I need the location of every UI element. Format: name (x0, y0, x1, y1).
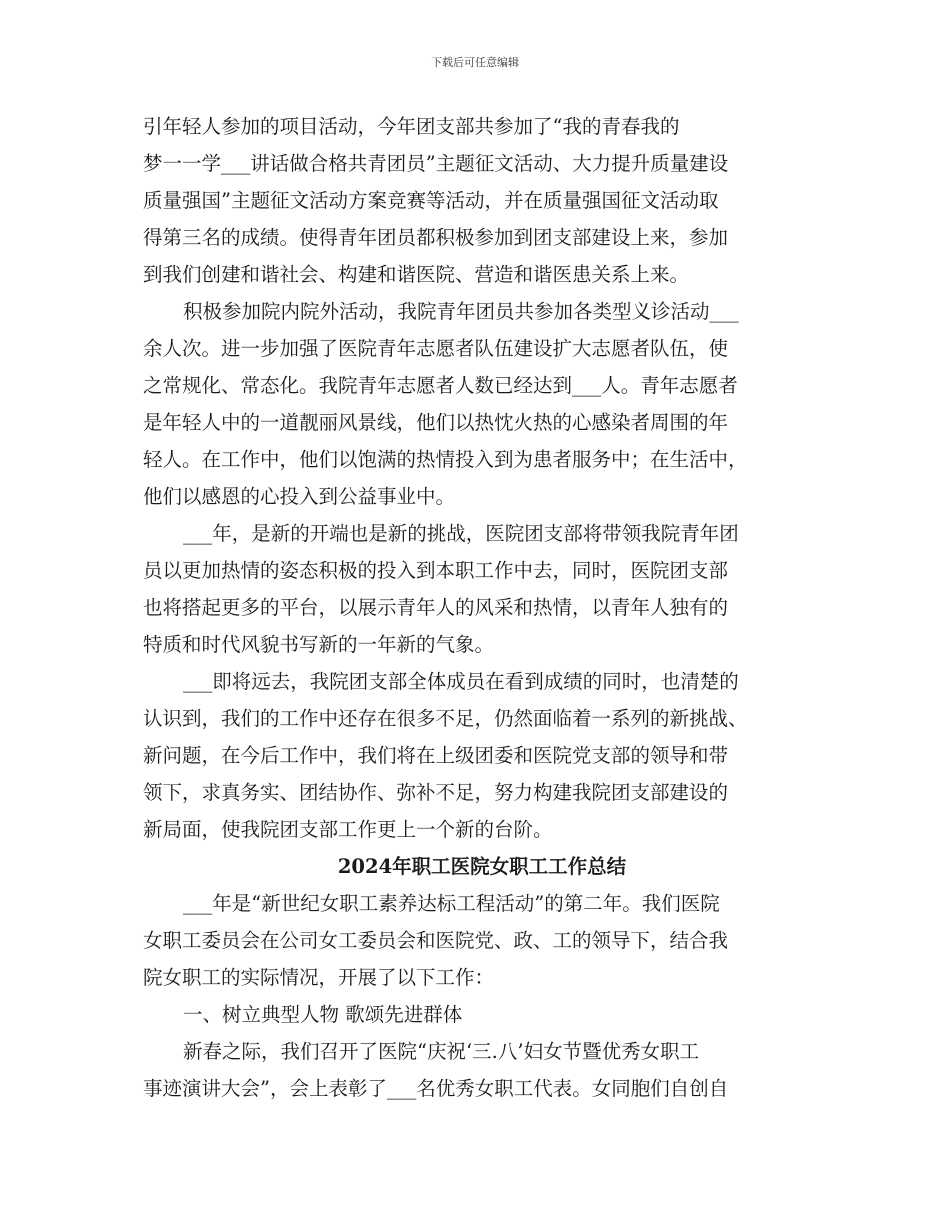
paragraph-start-line: 新春之际，我们召开了医院“庆祝‘三.八’妇女节暨优秀女职工 (183, 1040, 700, 1063)
text-line: 特质和时代风貌书写新的一年新的气象。 (143, 633, 495, 656)
text-line: 院女职工的实际情况，开展了以下工作： (143, 966, 495, 989)
text-line: 轻人。在工作中，他们以饱满的热情投入到为患者服务中；在生活中， (143, 448, 748, 471)
text-line: 员以更加热情的姿态积极的投入到本职工作中去，同时，医院团支部 (143, 559, 729, 582)
text-line: 引年轻人参加的项目活动，今年团支部共参加了“我的青春我的 (143, 115, 680, 138)
paragraph-start-line: ___年，是新的开端也是新的挑战，医院团支部将带领我院青年团 (183, 522, 739, 545)
text-line: 事迹演讲大会”，会上表彰了___名优秀女职工代表。女同胞们自创自 (143, 1077, 729, 1100)
text-line: 得第三名的成绩。使得青年团员都积极参加到团支部建设上来，参加 (143, 226, 729, 249)
text-line: 质量强国”主题征文活动方案竞赛等活动，并在质量强国征文活动取 (143, 189, 719, 212)
text-line: 女职工委员会在公司女工委员会和医院党、政、工的领导下，结合我 (143, 929, 729, 952)
text-line: 梦一一学___讲话做合格共青团员”主题征文活动、大力提升质量建设 (143, 152, 729, 175)
subsection-heading: 一、树立典型人物 歌颂先进群体 (183, 1003, 463, 1026)
text-line: 新问题，在今后工作中，我们将在上级团委和医院党支部的领导和带 (143, 744, 729, 767)
paragraph-start-line: 积极参加院内院外活动，我院青年团员共参加各类型义诊活动___ (183, 300, 739, 323)
paragraph-start-line: ___年是“新世纪女职工素养达标工程活动”的第二年。我们医院 (183, 892, 720, 915)
paragraph-start-line: ___即将远去，我院团支部全体成员在看到成绩的同时，也清楚的 (183, 670, 739, 693)
text-line: 之常规化、常态化。我院青年志愿者人数已经达到___人。青年志愿者 (143, 374, 738, 397)
text-line: 也将搭起更多的平台，以展示青年人的风采和热情，以青年人独有的 (143, 596, 729, 619)
text-line: 新局面，使我院团支部工作更上一个新的台阶。 (143, 818, 553, 841)
text-line: 认识到，我们的工作中还存在很多不足，仍然面临着一系列的新挑战、 (143, 707, 748, 730)
text-line: 余人次。进一步加强了医院青年志愿者队伍建设扩大志愿者队伍，使 (143, 337, 729, 360)
document-body (143, 108, 813, 1107)
text-line: 领下，求真务实、团结协作、弥补不足，努力构建我院团支部建设的 (143, 781, 729, 804)
text-line: 到我们创建和谐社会、构建和谐医院、营造和谐医患关系上来。 (143, 263, 690, 286)
text-line: 是年轻人中的一道靓丽风景线，他们以热忱火热的心感染者周围的年 (143, 411, 729, 434)
section-title: 2024年职工医院女职工工作总结 (337, 855, 627, 878)
page-header: 下载后可任意编辑 (431, 56, 519, 69)
text-line: 他们以感恩的心投入到公益事业中。 (143, 485, 456, 508)
